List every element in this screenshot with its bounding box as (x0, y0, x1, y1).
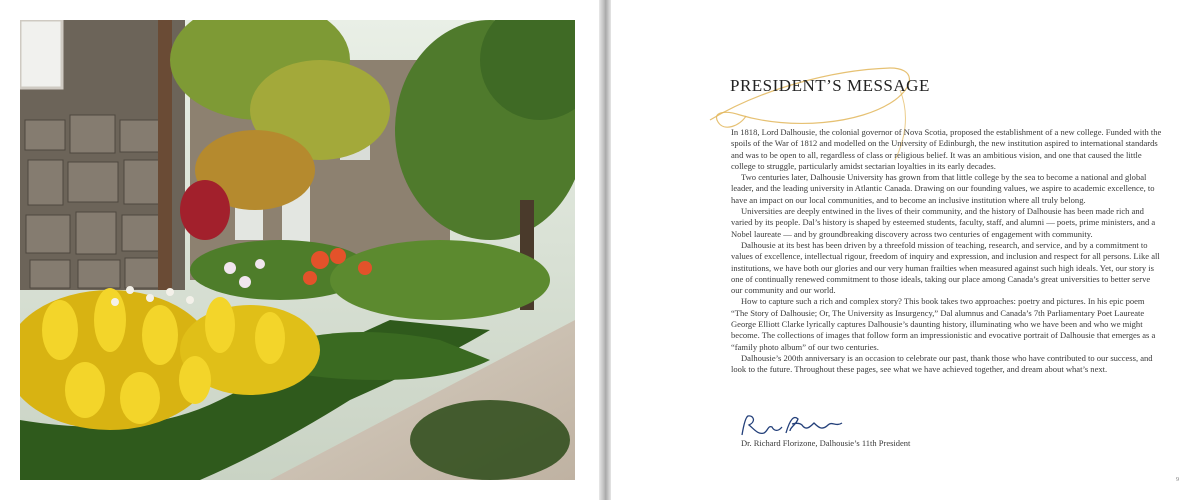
paragraph: Dalhousie at its best has been driven by a threefold mission of teaching, research, and service, and by a commitment to values of excellence, intellectual rigour, freedom of inquiry and expression, and inclusion and respect for all persons. Like all institutions, we have both our glories and our very human frailties when measured against such high ideals. Yet, our story is one of continually renewed commitment to those ideals, taking our place among Canada’s great universities to better serve our community and our world. (731, 239, 1160, 296)
paragraph: Universities are deeply entwined in the lives of their community, and the history of Dalhousie has been made rich and varied by its people. Dal’s history is shaped by esteemed students, faculty, staff, and alumni — poets, prime ministers, and a Nobel laureate — and by groundbreaking discovery across two centuries of engagement with community. (731, 206, 1156, 239)
page-title: PRESIDENT’S MESSAGE (730, 76, 930, 95)
handwritten-signature-icon (738, 413, 848, 441)
message-body (731, 127, 1163, 376)
paragraph: Dalhousie’s 200th anniversary is an occasion to celebrate our past, thank those who have contributed to our success, and look to the future. Throughout these pages, see what we have achieved together, and dream about what’s next. (731, 352, 1153, 375)
book-gutter (599, 0, 611, 500)
signature-caption: Dr. Richard Florizone, Dalhousie’s 11th President (741, 438, 911, 448)
campus-garden-photo (20, 20, 575, 480)
left-page (0, 0, 599, 500)
paragraph: Two centuries later, Dalhousie University has grown from that little college by the sea to become a national and global leader, and the leading university in Atlantic Canada. Drawing on our founding values, we aspire to academic excellence, to have an impact on our local communities, and to become an inclusive institution where all truly belong. (731, 172, 1155, 205)
page-number: 9 (1176, 477, 1179, 483)
paragraph: In 1818, Lord Dalhousie, the colonial governor of Nova Scotia, proposed the establishment of a new college. Funded with the spoils of the War of 1812 and modelled on the University of Edinburgh, the new institution aspired to international standards and was to be open to all, regardless of class or religious belief. It was an ambitious vision, and one that caused the little college to struggle, particularly amidst sectarian loyalties in its early decades. (731, 127, 1162, 171)
paragraph: How to capture such a rich and complex story? This book takes two approaches: poetry and pictures. In his epic poem “The Story of Dalhousie; Or, The University as Insurgency,” Dal alumnus and Canada’s 7th Parliamentary Poet Laureate George Elliott Clarke lyrically captures Dalhousie’s daunting history, illuminating who we have been and who we might become. The collections of images that follow form an impressionistic and evocative portrait of Dalhousie that emerges as a “family photo album” of our two centuries. (731, 296, 1156, 352)
